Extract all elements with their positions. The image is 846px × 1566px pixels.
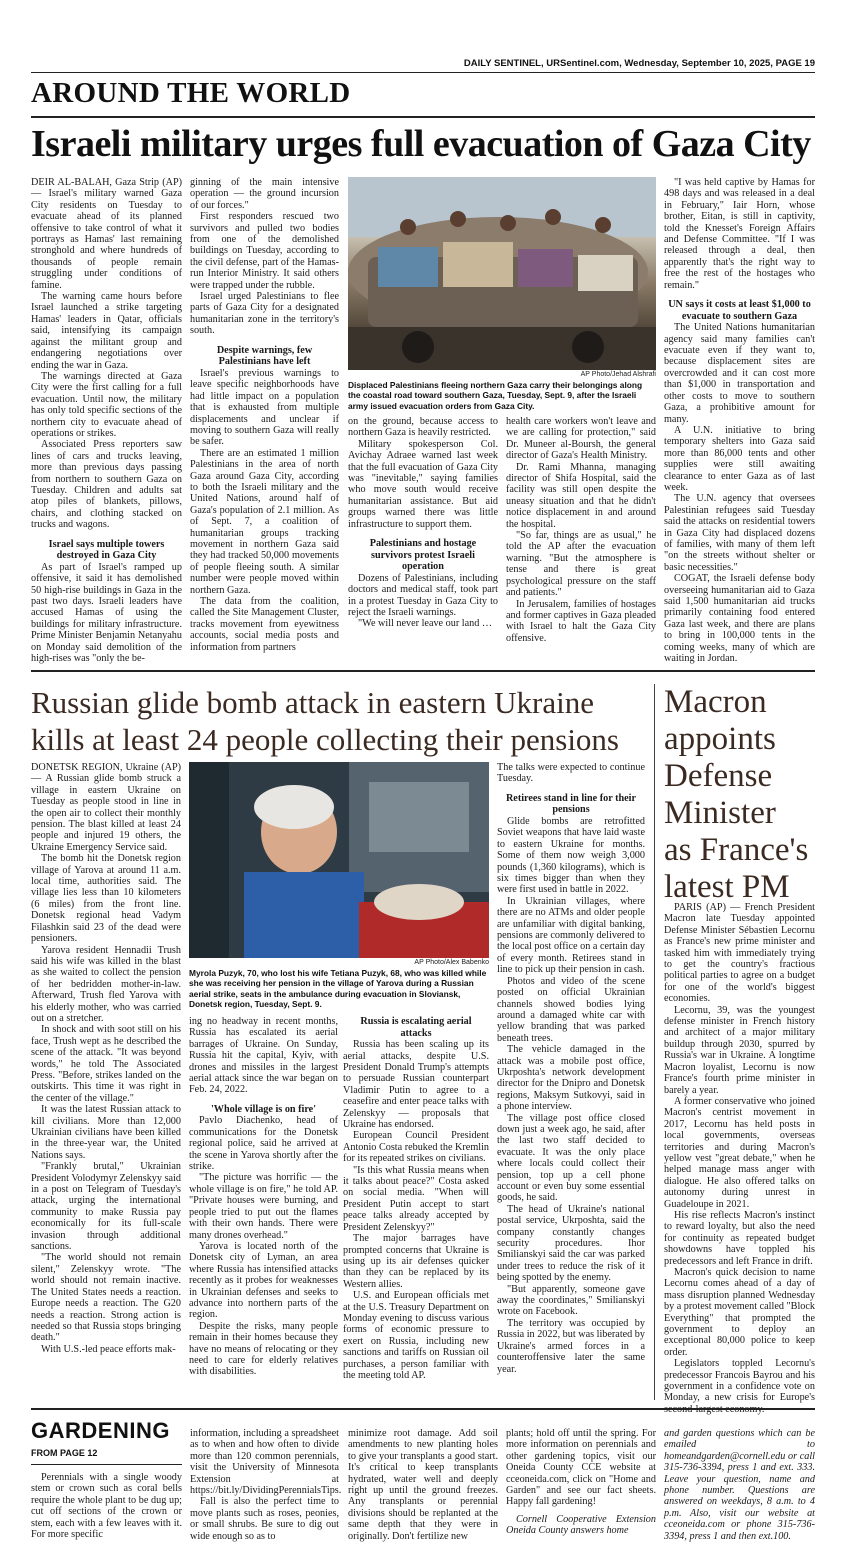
ukraine-photo-caption: Myrola Puzyk, 70, who lost his wife Tetiana Puzyk, 68, who was killed while she was receiving her pension in the village of Yarova during a Russian aerial strike, seats in the ambulance during evacuation in Sloviansk, Donetsk region, Tuesday, Sept. 9. xyxy=(189,968,487,1010)
ukraine-p: U.S. and European officials met at the U.S. Treasury Department on Monday evening to discuss various forms of economic pressure to exert on Russia, including new sanctions and tariffs on Russian oil purchases, a person familiar with the meeting told AP. xyxy=(343,1290,489,1381)
gardening-p: and garden questions which can be emailed to homeandgarden@cornell.edu or call 315-736-3394, press 1 and ext. 333. Leave your question, name and phone number. Questions are answered on weekdays, 8 a.m. to 4 p.m. Also, visit our website at cceoneida.com or phone 315-736-3394, press 1 and then ext.100. xyxy=(664,1428,815,1542)
gaza-p: The United Nations humanitarian agency said many families can't evacuate even if they want to, because displacement sites are overcrowded and it can cost more than $1,000 in transportation and other costs to move to southern Gaza, a prohibitive amount for many. xyxy=(664,322,815,425)
gardening-title: GARDENING xyxy=(31,1418,170,1443)
gardening-p: Perennials with a single woody stem or crown such as coral bells require the whole plant to be dug up; cut off sections of the crown or stem, each with a few leaves with it. For more specific xyxy=(31,1472,182,1541)
ukraine-p: The territory was occupied by Russia in 2022, but was liberated by Ukraine's armed forces in a counteroffensive later the same year. xyxy=(497,1317,645,1375)
macron-headline xyxy=(664,684,824,906)
gaza-p: Dozens of Palestinians, including doctors and medical staff, took part in a protest Tuesday in Gaza City to reject the Israeli warnings. xyxy=(348,572,498,619)
ukraine-p: It was the latest Russian attack to kill civilians. More than 12,000 Ukrainian civilians have been killed in the three-year war, the United Nations says. xyxy=(31,1104,181,1161)
gaza-photo-credit: AP Photo/Jehad Alshrafi xyxy=(580,371,656,378)
column-divider xyxy=(654,684,655,1400)
gaza-p: Associated Press reporters saw lines of cars and trucks leaving, more than previous days passing from northern to southern Gaza on Tuesday. Children and adults sat atop piles of blankets, pillows, chairs, and clothing stacked on trucks and wagons. xyxy=(31,439,182,531)
gaza-p: "We will never leave our land … xyxy=(358,618,493,630)
ukraine-p: DONETSK REGION, Ukraine (AP) — A Russian glide bomb struck a village in eastern Ukraine on Tuesday as people stood in line in the open air to collect their monthly pension. The blast killed at least 24 people and injured 19 others, the Ukraine Emergency Service said. xyxy=(31,762,181,853)
macron-headline-line: latest PM xyxy=(664,869,790,905)
ukraine-p: Yarova is located north of the Donetsk city of Lyman, an area where Russia has intensified attacks recently as it probes for weaknesses in Ukrainian defenses and seeks to advance into northern parts of the region. xyxy=(189,1240,338,1321)
gaza-p: "So far, things are as usual," he told the AP after the evacuation warning. "But the atmosphere is tense and there is great psychological pressure on the staff and patients." xyxy=(506,530,656,599)
gardening-column-3 xyxy=(348,1428,498,1562)
ukraine-p: "But apparently, someone gave away the coordinates," Smilianskyi wrote on Facebook. xyxy=(497,1283,645,1318)
gaza-p: Israel urged Palestinians to flee parts of Gaza City for a designated humanitarian zone in the territory's south. xyxy=(190,291,339,337)
gardening-column-2 xyxy=(190,1428,342,1562)
ukraine-column-4 xyxy=(497,762,645,1400)
gaza-photo xyxy=(348,177,656,370)
macron-column xyxy=(664,902,815,1404)
ukraine-p: Photos and video of the scene posted on official Ukrainian channels showed bodies lying around a damaged white car with yellow branding that was parked beneath trees. xyxy=(497,975,645,1044)
ukraine-column-3 xyxy=(343,1016,489,1400)
gaza-column-4 xyxy=(506,416,656,661)
macron-headline-line: Minister xyxy=(664,795,776,831)
ukraine-p: ing no headway in recent months, Russia has escalated its aerial barrages of Ukraine. On Sunday, Russia hit the capital, Kyiv, with drones and missiles in the largest aerial attack since the war began on Feb. 24, 2022. xyxy=(189,1016,338,1096)
ukraine-p: "The picture was horrific — the whole village is on fire," he told AP. "Private houses were burning, and people tried to put out the flames with their own hands. There were many drones overhead." xyxy=(189,1172,338,1241)
ukraine-p: The talks were expected to continue Tuesday. xyxy=(497,762,645,785)
macron-p: His rise reflects Macron's instinct to reward loyalty, but also the need for continuity as repeated budget showdowns have toppled his predecessors and left France in drift. xyxy=(664,1209,815,1267)
ukraine-headline-line-2: kills at least 24 people collecting their pensions xyxy=(31,722,620,757)
ukraine-p: With U.S.-led peace efforts mak- xyxy=(41,1343,176,1355)
macron-p: Macron's quick decision to name Lecornu comes ahead of a day of mass disruption planned Wednesday by a protest movement called "Block Everything" that prompted the government to deploy an exceptional 80,000 police to keep order. xyxy=(664,1267,815,1358)
section-rule xyxy=(31,116,815,118)
ukraine-p: Glide bombs are retrofitted Soviet weapons that have laid waste to eastern Ukraine for months. Some of them now weigh 3,000 pounds (1,360 kilograms), which is six times bigger than when they were first used in battle in 2022. xyxy=(497,816,645,896)
gaza-column-3 xyxy=(348,416,498,661)
gaza-p: In Jerusalem, families of hostages and former captives in Gaza pleaded with Israel to halt the Gaza City offensive. xyxy=(506,598,656,644)
ukraine-p: The village post office closed down just a week ago, he said, after the last two staff decided to evacuate. It was the only place where locals could collect their pension, top up a cell phone account or even buy some essential goods, he said. xyxy=(497,1112,645,1204)
gaza-p: Military spokesperson Col. Avichay Adraee warned last week that the full evacuation of Gaza City was "inevitable," saying families who move south would receive humanitarian assistance. But aid groups warned there was little infrastructure to support them. xyxy=(348,438,498,530)
macron-p: PARIS (AP) — French President Macron late Tuesday appointed Defense Minister Sébastien Lecornu as France's new prime minister and tasked him with immediately trying to get the country's fractious political parties to agree on a budget for one of the world's biggest economies. xyxy=(664,902,815,1005)
ukraine-p: In Ukrainian villages, where there are no ATMs and older people are unfamiliar with digital banking, pensions are commonly delivered to the local post office on a certain day of every month. Retirees stand in line to pick up their pension in cash. xyxy=(497,895,645,976)
gaza-p: There are an estimated 1 million Palestinians in the area of north Gaza around Gaza City, according to both the Israeli military and the United Nations, around half of Gaza's population of 2.1 million. As of Sept. 7, a coalition of humanitarian groups tracking movement in northern Gaza said they had tracked 50,000 movements of people fleeing south. A similar number were people moved within northern Gaza. xyxy=(190,447,339,596)
gaza-p: As part of Israel's ramped up offensive, it said it has demolished 50 high-rise buildings in Gaza in the past two days. Israeli leaders have accused Hamas of using the buildings for military infrastructure. Prime Minister Benjamin Netanyahu on Monday said demolition of the high-rises was "only the be- xyxy=(31,561,182,665)
ukraine-subhead: Retirees stand in line for their pensions xyxy=(505,792,637,816)
gaza-bottom-rule xyxy=(31,670,815,672)
ukraine-column-2 xyxy=(189,1016,338,1400)
gaza-p: ginning of the main intensive operation — the ground incursion of our forces." xyxy=(190,177,339,211)
ukraine-photo-illustration xyxy=(189,762,489,958)
ukraine-p: The head of Ukraine's national postal service, Ukrposhta, said the company constantly changes security procedures. Ihor Smilianskyi said the car was parked under trees to reduce the risk of it being spotted by the enemy. xyxy=(497,1203,645,1284)
gaza-p: health care workers won't leave and we are calling for protection," said Dr. Muneer al-Boursh, the general director of Gaza's Health Ministry. xyxy=(506,416,656,462)
ukraine-photo xyxy=(189,762,489,958)
ukraine-column-1 xyxy=(31,762,181,1400)
gaza-p: The warnings directed at Gaza City were the first calling for a full evacuation. Until now, the military has only told specific sections of the northern city to evacuate ahead of operations or strikes. xyxy=(31,370,182,439)
gaza-subhead: Israel says multiple towers destroyed in Gaza City xyxy=(48,538,165,562)
macron-headline-line: Macron xyxy=(664,684,767,720)
ukraine-p: Yarova resident Hennadii Trush said his wife was killed in the blast as she waited to collect the pension of her bedridden mother-in-law. Afterward, Trush fled Yarova with his elderly mother, who was carried out on a stretcher. xyxy=(31,944,181,1024)
macron-headline-line: as France's xyxy=(664,832,809,868)
gardening-p: Cornell Cooperative Extension Oneida County answers home xyxy=(506,1513,656,1537)
ukraine-headline xyxy=(31,684,651,758)
ukraine-subhead: Russia is escalating aerial attacks xyxy=(360,1016,472,1039)
ukraine-headline-line-1: Russian glide bomb attack in eastern Ukraine xyxy=(31,685,595,720)
gaza-photo-caption: Displaced Palestinians fleeing northern Gaza carry their belongings along the coastal road toward southern Gaza, Tuesday, Sept. 9, after the Israeli army issued evacuation orders from Gaza City. xyxy=(348,380,643,411)
ukraine-p: European Council President Antonio Costa rebuked the Kremlin for its repeated strikes on civilians. xyxy=(343,1130,489,1165)
gardening-jump: FROM PAGE 12 xyxy=(31,1448,98,1458)
macron-p: Lecornu, 39, was the youngest defense minister in French history and architect of a major military buildup through 2030, spurred by Russia's war in Ukraine. A longtime Macron loyalist, Lecornu is now France's fourth prime minister in barely a year. xyxy=(664,1004,815,1096)
gaza-p: The U.N. agency that oversees Palestinian refugees said Tuesday said the attacks on residential towers in Gaza City had displaced dozens of families, with many of them left "on the streets without shelter or basic necessities." xyxy=(664,493,815,573)
ukraine-p: In shock and with soot still on his face, Trush wept as he described the scene of the attack. "It was beyond words," he told The Associated Press. "Before, strikes landed on the outskirts. This time it was right in the center of the village." xyxy=(31,1024,181,1104)
ukraine-p: The bomb hit the Donetsk region village of Yarova at around 11 a.m. local time, authorities said. The village lies less than 10 kilometers (6 miles) from the front line. Donetsk regional head Vadym Filashkin said 23 of the dead were pensioners. xyxy=(31,853,181,945)
gaza-p: "I was held captive by Hamas for 498 days and was released in a deal in February," Iair Horn, whose brother, Eitan, is still in captivity, told the Knesset's Foreign Affairs and Defense Committee. "If I was released through a deal, then apparently that's the right way to free the rest of the hostages who remain." xyxy=(664,177,815,291)
gardening-rule xyxy=(31,1464,182,1465)
gaza-p: DEIR AL-BALAH, Gaza Strip (AP) — Israel's military warned Gaza City residents on Tuesday to evacuate ahead of its planned offensive to take control of what it portrays as Hamas' last remaining stronghold and where hundreds of thousands of people remain struggling under conditions of famine. xyxy=(31,177,182,291)
gaza-subhead: UN says it costs at least $1,000 to evacuate to southern Gaza xyxy=(668,299,811,322)
ukraine-p: "Is this what Russia means when it talks about peace?" Costa asked on social media. "When will President Putin accept to start peace talks already accepted by President Zelenskyy?" xyxy=(343,1164,489,1233)
gardening-p: plants; hold off until the spring. For more information on perennials and other gardening topics, visit our Oneida County CCE website at cceoneida.com, click on "Home and Garden" and see our fact sheets. Happy fall gardening! xyxy=(506,1428,656,1508)
macron-p: Legislators toppled Lecornu's predecessor Francois Bayrou and his government in a confidence vote on Monday, a new crisis for Europe's xyxy=(664,1358,815,1404)
gaza-column-1 xyxy=(31,177,182,665)
ukraine-p: "Frankly brutal," Ukrainian President Volodymyr Zelenskyy said in a post on Telegram of Tuesday's attack, urging the international community to make Russia pay economically for its full-scale invasion through additional sanctions. xyxy=(31,1161,181,1253)
gaza-p: Dr. Rami Mhanna, managing director of Shifa Hospital, said the facility was still open despite the uneasy situation and that he didn't notice displacement in and around the hospital. xyxy=(506,461,656,530)
ukraine-photo-credit: AP Photo/Alex Babenko xyxy=(414,959,489,966)
gaza-p: A U.N. initiative to bring temporary shelters into Gaza said more than 86,000 tents and other supplies were still awaiting clearance to enter Gaza as of last week. xyxy=(664,424,815,493)
gaza-p: The warning came hours before Israel launched a strike targeting Hamas' leaders in Qatar, officials said, intensifying its campaign against the militant group and endangering negotiations over ending the war in Gaza. xyxy=(31,291,182,371)
gardening-column-5 xyxy=(664,1428,815,1562)
ukraine-p: Russia has been scaling up its aerial attacks, despite U.S. President Donald Trump's attempts to persuade Russian counterpart Vladimir Putin to agree to a ceasefire and enter peace talks with Zelenskyy — proposals that Ukraine has endorsed. xyxy=(343,1039,489,1131)
gaza-p: Israel's previous warnings to leave specific neighborhoods have had little impact on a population that is exhausted from multiple displacements and unclear if moving to southern Gaza will really be safer. xyxy=(190,367,339,448)
gardening-p: information, including a spreadsheet as to when and how often to divide more than 120 common perennials, visit the University of Minnesota Extension at https://bit.ly/DividingPerennialsTips. xyxy=(190,1428,342,1497)
gaza-photo-illustration xyxy=(348,177,656,370)
gardening-p: minimize root damage. Add soil amendments to new planting holes to give your transplants a good start. It's critical to keep transplants hydrated, water well and deeply right up until the ground freezes. Any transplants or perennial divisions should be replanted at the same depth that they were in originally. Don't fertilize new xyxy=(348,1428,498,1542)
ukraine-bottom-rule xyxy=(31,1408,815,1410)
gaza-p: on the ground, because access to northern Gaza is heavily restricted. xyxy=(348,416,498,439)
gaza-subhead: Despite warnings, few Palestinians have left xyxy=(216,344,313,368)
ukraine-subhead: 'Whole village is on fire' xyxy=(210,1103,317,1115)
ukraine-p: The vehicle damaged in the attack was a mobile post office, Ukrposhta's network development director for the Dnipro and Donetsk regions, Maksym Sutkovyi, said in a phone interview. xyxy=(497,1044,645,1113)
section-title: AROUND THE WORLD xyxy=(31,77,351,109)
gaza-p: First responders rescued two survivors and pulled two bodies from one of the demolished buildings on Tuesday, according to the civil defense, part of the Hamas-run Interior Ministry. It said others were trapped under the rubble. xyxy=(190,211,339,291)
gaza-p: COGAT, the Israeli defense body overseeing humanitarian aid to Gaza said 1,500 humanitarian aid trucks primarily containing food entered Gaza last week, and there are plans to bring in 100,000 tents in the coming weeks, many of which are waiting in Jordan. xyxy=(664,573,815,665)
gaza-column-5 xyxy=(664,177,815,665)
ukraine-p: "The world should not remain silent," Zelenskyy wrote. "The world should not remain inactive. The United States needs a reaction. Europe needs a reaction. The G20 needs a reaction. Strong action is needed so that Russia stops bringing death." xyxy=(31,1252,181,1344)
gaza-column-2 xyxy=(190,177,339,661)
gardening-column-1 xyxy=(31,1472,182,1562)
gaza-p: The data from the coalition, called the Site Management Cluster, tracks movement from eyewitness accounts, social media posts and information from partners xyxy=(190,596,339,653)
top-rule xyxy=(31,72,815,73)
gardening-p: Fall is also the perfect time to move plants such as roses, peonies, or small shrubs. Be sure to dig out wide enough so as to xyxy=(190,1496,339,1542)
page-dateline: DAILY SENTINEL, URSentinel.com, Wednesday, September 10, 2025, PAGE 19 xyxy=(463,58,815,69)
gardening-column-4 xyxy=(506,1428,656,1562)
ukraine-p: Pavlo Diachenko, head of communications for the Donetsk regional police, said he arrived at the scene in Yarova shortly after the strike. xyxy=(189,1115,338,1173)
macron-headline-line: Defense xyxy=(664,758,773,794)
macron-headline-line: appoints xyxy=(664,721,776,757)
gaza-subhead: Palestinians and hostage survivors protest Israeli operation xyxy=(369,538,477,573)
ukraine-p: The major barrages have prompted concerns that Ukraine is using up its air defenses quicker than they can be replaced by its Western allies. xyxy=(343,1233,489,1290)
ukraine-p: Despite the risks, many people remain in their homes because they have no means of relocating or they need to care for elderly relatives with disabilities. xyxy=(189,1320,338,1378)
macron-p: A former conservative who joined Macron's centrist movement in 2017, Lecornu has held posts in local governments, overseas territories and during Macron's yellow vest "great debate," when he helped manage mass anger with dialogue. He also offered talks on autonomy during unrest in Guadeloupe in 2021. xyxy=(664,1095,815,1210)
gaza-headline: Israeli military urges full evacuation of Gaza City xyxy=(31,123,811,165)
